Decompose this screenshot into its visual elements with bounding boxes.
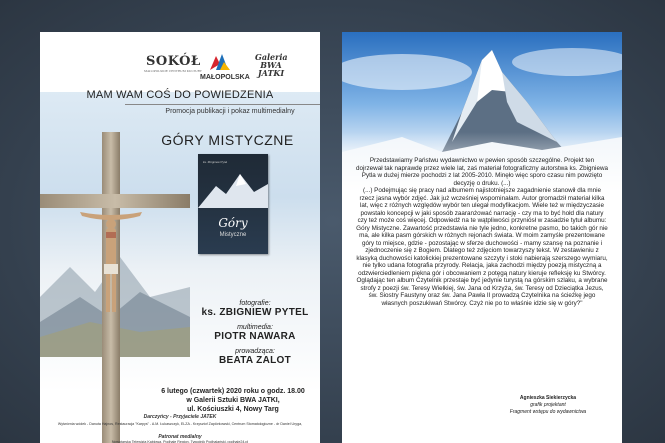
poster-title: GÓRY MISTYCZNE (161, 132, 294, 148)
book-author: ks. Zbigniew Pytel (203, 160, 228, 164)
media-heading: Patronat medialny (158, 434, 202, 440)
book-cover (198, 154, 268, 254)
credit-label: multimedia: (237, 324, 273, 331)
malopolska-logo-text: MAŁOPOLSKA (200, 74, 250, 81)
media-text: Nowotarska Telewizja Kablowa, Podhale Region, Tygodnik Podhalański, podhale24.pl (111, 440, 249, 443)
intro-paragraph: (...) Podejmując się pracy nad albumem najistotniejsze zagadnienie stanowił dla mnie rzecz jasna wybór zdjęć. Jak już wcześniej wspominałam. Autor gromadził materiał kilka lat, więc z różnych względów wybór ten ulegał modyfikacjom. Wiele też w międzyczasie powstało koncepcji w jaki sposób zaaranżować narrację - czy ma to być hołd dla natury czy też może coś więcej. Odpowiedź na te wątpliwości przyniósł w zasadzie tytuł albumu: Góry Mistyczne. Zawartość przedstawia nie tyle jedno, konkretne pasmo, bo takich gór nie ma, ale kilka pasm górskich w różnych rejonach świata. W moim zamyśle prezentowane góry to miejsce, gdzie - pozostając w sferze duchowości - mamy szansę na poznanie i zjednoczenie się z Bogiem. Dlatego też zdjęciom towarzyszy tekst. W zestawieniu z klasyką duchowości katolickiej prezentowane szczyty i stoki nabierają szerszego wymiaru, nie tylko udana fotografia przyrody. Relacja, jaka zachodzi między poezją mistyczną a odzwierciedleniem piękna gór i obcowaniem z potęgą natury kieruje refleksję ku Stwórcy. Oglądając ten album Czytelnik przestaje być jedynie turystą na górskim szlaku, a wybrane strofy z poezji św. Teresy Wielkiej, św. Jana od Krzyża, św. Teresy od Dzieciątka Jezus, św. Siostry Faustyny oraz św. Jana Pawła II prowadzą Czytelnika na ścieżkę jego własnych poszukiwań Stwórcy. Czyż nie po to właśnie idzie się w góry?" (356, 187, 608, 307)
credit-photos (190, 300, 320, 318)
logo-bar (40, 40, 320, 80)
sokol-logo: SOKÓŁ (146, 54, 201, 69)
book-title: Góry (218, 216, 248, 230)
credit-host (190, 348, 320, 366)
sokol-logo-subtitle: MAŁOPOLSKIE CENTRUM KULTURY (144, 69, 202, 73)
signature-note: Fragment wstępu do wydawnictwa (509, 409, 587, 415)
credit-name: ks. ZBIGNIEW PYTEL (201, 307, 309, 318)
sponsors-heading: Darczyńcy - Przyjaciele JATEK (143, 414, 217, 420)
malopolska-logo-icon (204, 50, 234, 74)
heading-divider (125, 104, 320, 105)
book-page (342, 32, 622, 443)
credit-label: prowadząca: (235, 348, 275, 355)
book-subtitle: Mistyczne (219, 232, 247, 238)
event-date: 6 lutego (czwartek) 2020 roku o godz. 18.00 (161, 388, 305, 395)
credit-label: fotografie: (239, 300, 271, 307)
intro-text (356, 157, 608, 307)
event-poster (40, 32, 320, 443)
event-address: ul. Kościuszki 4, Nowy Targ (187, 406, 279, 413)
credit-multimedia (190, 324, 320, 342)
poster-heading: MAM WAM COŚ DO POWIEDZENIA (86, 89, 274, 101)
intro-paragraph: Przedstawiamy Państwu wydawnictwo w pewien sposób szczególne. Projekt ten dojrzewał tak naprawdę przez wiele lat, zaś materiał fotograficzny autorstwa ks. Zbigniewa Pytla w dużej mierze pochodzi z lat 2005-2010. Minęło więc sporo czasu nim powzięto decyzję o druku. (...) (356, 157, 608, 187)
signature-name: Agnieszka Siekierzycka (519, 395, 577, 401)
event-venue: w Galerii Sztuki BWA JATKI, (186, 397, 280, 404)
credit-name: BEATA ZALOT (219, 355, 291, 366)
poster-subheading: Promocja publikacji i pokaz multimedialny (165, 108, 295, 115)
event-details (143, 387, 320, 414)
signature-role: grafik projektant (530, 402, 566, 408)
signature (488, 395, 608, 416)
book-mountain-icon (198, 168, 268, 208)
galeria-jatki-logo: Galeria BWA JATKI (255, 52, 288, 78)
sponsors-text: Wytwórnia wódek - Danuta Hajnos, Restauracja "Karpys" - A.M. Łukaszczyk, ELZA - Krzysztof Zapiórkowski, Centrum Stomatologiczne - dr Daniel Uryga, (57, 422, 303, 426)
credit-name: PIOTR NAWARA (214, 331, 296, 342)
